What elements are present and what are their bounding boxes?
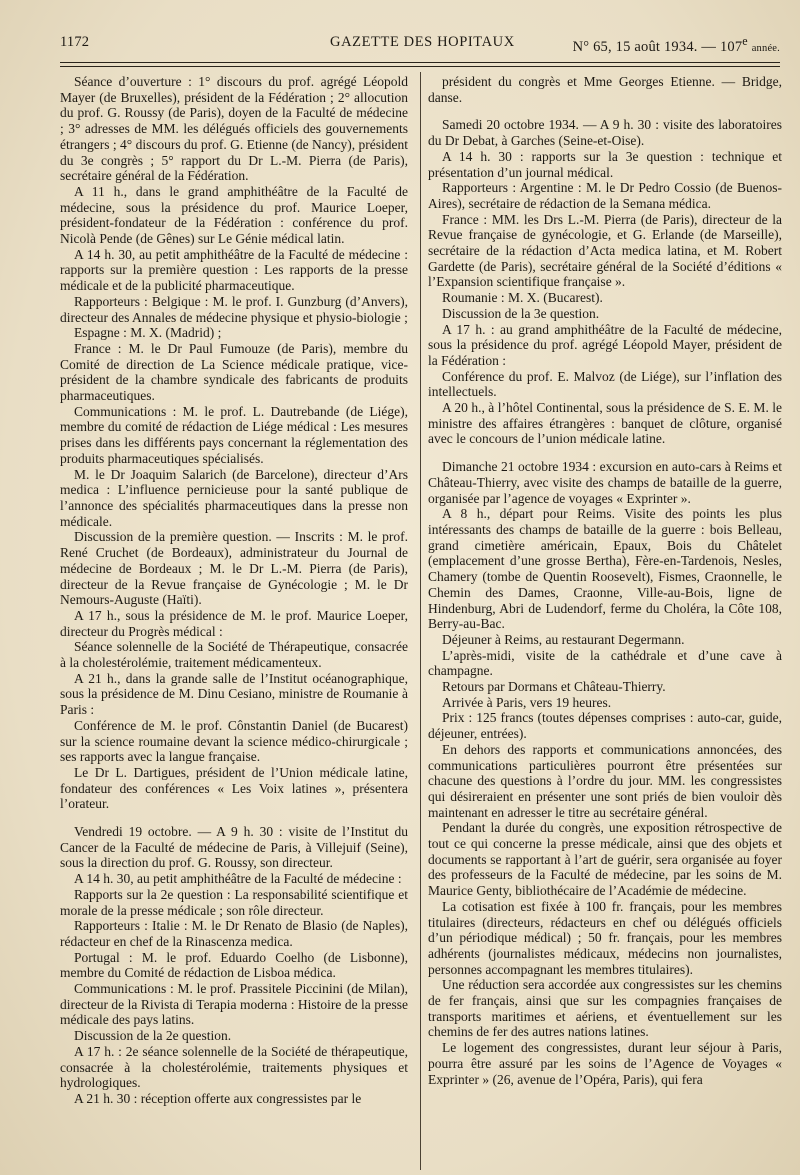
paragraph: Discussion de la première question. — Inscrits : M. le prof. René Cruchet (de Bordeaux), administrateur du Journal de médecine de Bordeaux ; M. le Dr L.-M. Pierra (de Paris), directeur de la Revue française de Gynécologie ; M. le Dr Nemours-Auguste (Haïti).	[60, 529, 408, 608]
paragraph: A 17 h. : au grand amphithéâtre de la Faculté de médecine, sous la présidence du prof. agrégé Léopold Mayer, président de la Fédération :	[428, 321, 782, 368]
paragraph: A 14 h. 30 : rapports sur la 3e question : technique et présentation d’un journal médical.	[428, 148, 782, 180]
paragraph: A 21 h., dans la grande salle de l’Institut océanographique, sous la présidence de M. Dinu Cesiano, ministre de Roumanie à Paris :	[60, 670, 408, 718]
paragraph: A 14 h. 30, au petit amphithéâtre de la Faculté de médecine : rapports sur la première question : Les rapports de la presse médicale et de la publicité pharmaceutique.	[60, 246, 408, 294]
paragraph: La cotisation est fixée à 100 fr. français, pour les membres titulaires (directeurs, rédacteurs en chef ou délégués officiels d’un périodique médical) ; 50 fr. français, pour les membres adhérents (journalistes médicaux, médecins non journalistes, personnes accompagnant les membres titulaires).	[428, 898, 782, 977]
paragraph: A 8 h., départ pour Reims. Visite des points les plus intéressants des champs de bataille de la guerre : bois Belleau, grand cimetière américain, Epaux, Bois du Châtelet (emplacement d’une grosse Bertha), Fère-en-Tardenois, Nesles, Chamery (tombe de Quentin Roosevelt), Fismes, Craonnelle, le Chemin des Dames, Craonne, Ville-au-Bois, ligne de Hindenburg, Abri de Ludendorf, ferme du Choléra, la Côte 108, Berry-au-Bac.	[428, 506, 782, 632]
header-rule-top	[60, 62, 780, 63]
paragraph: A 17 h., sous la présidence de M. le prof. Maurice Loeper, directeur du Progrès médical :	[60, 607, 408, 639]
paragraph: France : M. le Dr Paul Fumouze (de Paris), membre du Comité de direction de La Science médicale pratique, vice-président de la chambre syndicale des fabricants de produits pharmaceutiques.	[60, 340, 408, 404]
paragraph: Vendredi 19 octobre. — A 9 h. 30 : visite de l’Institut du Cancer de la Faculté de médecine de Paris, à Villejuif (Seine), sous la direction du prof. G. Roussy, son directeur.	[60, 824, 408, 871]
paragraph: Dimanche 21 octobre 1934 : excursion en auto-cars à Reims et Château-Thierry, avec visite des champs de bataille de la guerre, organisée par l’agence de voyages « Exprinter ».	[428, 459, 782, 506]
paragraph: Séance solennelle de la Société de Thérapeutique, consacrée à la cholestérolémie, traitement médicamenteux.	[60, 639, 408, 671]
paragraph: A 14 h. 30, au petit amphithéâtre de la Faculté de médecine :	[74, 871, 402, 887]
paragraph: Rapporteurs : Argentine : M. le Dr Pedro Cossio (de Buenos-Aires), secrétaire de rédaction de la Semana médica.	[428, 180, 782, 211]
paragraph: M. le Dr Joaquim Salarich (de Barcelone), directeur d’Ars medica : L’influence pernicieuse pour la santé publique de l’annonce des spécialités pharmaceutiques dans la presse non médicale.	[60, 466, 408, 529]
paragraph: Rapporteurs : Belgique : M. le prof. I. Gunzburg (d’Anvers), directeur des Annales de médecine physique et physio-biologie ;	[60, 293, 408, 325]
paragraph: Pendant la durée du congrès, une exposition rétrospective de tout ce qui concerne la presse médicale, ainsi que des objets et documents se rapportant à l’art de guérir, sera organisée au foyer des professeurs de la Faculté de médecine, par les soins de M. Maurice Genty, bibliothécaire de l’Académie de médecine.	[428, 820, 782, 899]
paragraph: Le Dr L. Dartigues, président de l’Union médicale latine, fondateur des conférences « Les Voix latines », présentera l’orateur.	[60, 764, 408, 812]
page-number: 1172	[60, 34, 90, 50]
paragraph: Le logement des congressistes, durant leur séjour à Paris, pourra être assuré par les soins de l’Agence de Voyages « Exprinter » (26, avenue de l’Opéra, Paris), qui fera	[428, 1040, 782, 1087]
paragraph: Conférence du prof. E. Malvoz (de Liége), sur l’inflation des intellectuels.	[428, 368, 782, 400]
year-word: année.	[751, 42, 780, 54]
paragraph: Discussion de la 2e question.	[74, 1028, 232, 1044]
paragraph: Communications : M. le prof. Prassitele Piccinini (de Milan), directeur de la Rivista di Terapia moderna : Histoire de la presse médicale des pays latins.	[60, 981, 408, 1028]
column-divider	[420, 72, 421, 1170]
header-rule-bottom	[60, 66, 780, 67]
issue-number-date: N° 65, 15 août 1934. — 107	[572, 38, 743, 55]
issue-info	[573, 34, 780, 56]
paragraph: président du congrès et Mme Georges Etienne. — Bridge, danse.	[428, 74, 782, 105]
paragraph: Séance d’ouverture : 1° discours du prof. agrégé Léopold Mayer (de Bruxelles), président de la Fédération ; 2° allocution du prof. G. Roussy (de Paris), doyen de la Faculté de médecine ; 3° adresses de MM. les délégués officiels des gouvernements étrangers ; 4° discours du prof. G. Etienne (de Nancy), président du 3e congrès ; 5° rapport du Dr L.-M. Pierra (de Paris), secrétaire général de la Fédération.	[60, 74, 408, 184]
paragraph: Rapporteurs : Italie : M. le Dr Renato de Blasio (de Naples), rédacteur en chef de la Rinascenza medica.	[60, 918, 408, 949]
journal-title: GAZETTE DES HOPITAUX	[330, 34, 515, 50]
paragraph: Conférence de M. le prof. Cônstantin Daniel (de Bucarest) sur la science roumaine devant la science médico-chirurgicale ; ses rapports avec la langue française.	[60, 717, 408, 765]
left-column	[60, 74, 408, 1107]
paragraph: Une réduction sera accordée aux congressistes sur les chemins de fer français, ainsi que sur les compagnies françaises de transports maritimes et aériens, et éventuellement sur les chemins de fer des autres nations latines.	[428, 977, 782, 1040]
paragraph: Espagne : M. X. (Madrid) ;	[74, 325, 222, 341]
paragraph: A 11 h., dans le grand amphithéâtre de la Faculté de médecine, sous la présidence du prof. Maurice Loeper, président-fondateur de la Fédération : conférence du prof. Nicolà Pende (de Gênes) sur Le Génie médical latin.	[60, 183, 408, 247]
paragraph: Portugal : M. le prof. Eduardo Coelho (de Lisbonne), membre du Comité de rédaction de Lisboa médica.	[60, 949, 408, 981]
paragraph: Retours par Dormans et Château-Thierry.	[442, 679, 666, 695]
paragraph: Déjeuner à Reims, au restaurant Degermann.	[442, 631, 685, 647]
paragraph: Roumanie : M. X. (Bucarest).	[442, 290, 603, 306]
right-column	[428, 74, 782, 1087]
page-header	[60, 34, 780, 58]
paragraph: France : MM. les Drs L.-M. Pierra (de Paris), directeur de la Revue française de gynécologie, et G. Erlande (de Marseille), secrétaire de la rédaction d’Acta medica latina, et M. Robert Gardette (de Paris), secrétaire général de la Société d’éditions « l’Expansion scientifique française ».	[428, 211, 782, 290]
paragraph: A 20 h., à l’hôtel Continental, sous la présidence de S. E. M. le ministre des affaires étrangères : banquet de clôture, organisé avec le concours de l’union médicale latine.	[428, 400, 782, 447]
paragraph: Communications : M. le prof. L. Dautrebande (de Liége), membre du comité de rédaction de Liége médical : Les mesures prises dans les différents pays concernant la réglementation des produits pharmaceutiques spécialisés.	[60, 403, 408, 466]
paragraph: Samedi 20 octobre 1934. — A 9 h. 30 : visite des laboratoires du Dr Debat, à Garches (Seine-et-Oise).	[428, 117, 782, 149]
paragraph: A 17 h. : 2e séance solennelle de la Société de thérapeutique, consacrée à la cholestérolémie, traitements physiques et hydrologiques.	[60, 1043, 408, 1091]
paragraph: L’après-midi, visite de la cathédrale et d’une cave à champagne.	[428, 647, 782, 679]
paragraph: A 21 h. 30 : réception offerte aux congressistes par le	[74, 1091, 362, 1106]
paragraph: Discussion de la 3e question.	[442, 305, 600, 321]
paragraph: Prix : 125 francs (toutes dépenses comprises : auto-car, guide, déjeuner, entrées).	[428, 710, 782, 742]
year-superscript: e	[742, 34, 748, 48]
paragraph: En dehors des rapports et communications annoncées, des communications particulières pourront être présentées sur chacune des questions à l’ordre du jour. MM. les congressistes qui désireraient en présenter une sont priés de bien vouloir dès maintenant en adresser le titre au secrétaire général.	[428, 741, 782, 820]
paragraph: Rapports sur la 2e question : La responsabilité scientifique et morale de la presse médicale ; son rôle directeur.	[60, 886, 408, 918]
paragraph: Arrivée à Paris, vers 19 heures.	[442, 694, 612, 710]
